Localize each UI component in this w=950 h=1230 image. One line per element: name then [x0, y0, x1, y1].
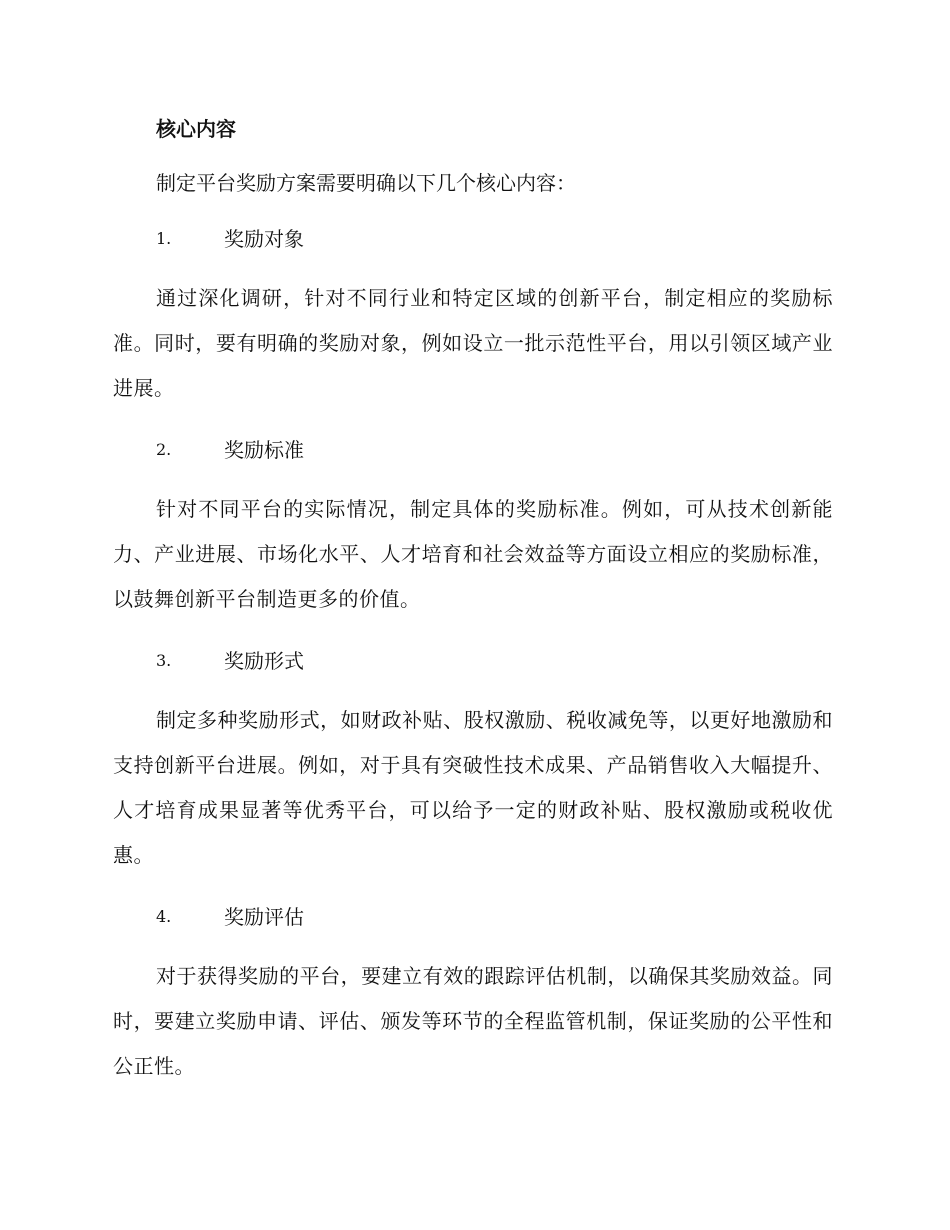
item-title-text: 奖励标准	[224, 438, 304, 462]
document-content	[113, 112, 833, 1089]
section-heading: 核心内容	[156, 117, 236, 141]
item-body-1: 通过深化调研，针对不同行业和特定区域的创新平台，制定相应的奖励标准。同时，要有明确的奖励对象，例如设立一批示范性平台，用以引领区域产业进展。	[113, 286, 833, 400]
intro-paragraph: 制定平台奖励方案需要明确以下几个核心内容：	[156, 171, 576, 195]
item-body-2: 针对不同平台的实际情况，制定具体的奖励标准。例如，可从技术创新能力、产业进展、市场化水平、人才培育和社会效益等方面设立相应的奖励标准，以鼓舞创新平台制造更多的价值。	[113, 497, 833, 611]
item-body-3: 制定多种奖励形式，如财政补贴、股权激励、税收减免等，以更好地激励和支持创新平台进展。例如，对于具有突破性技术成果、产品销售收入大幅提升、人才培育成果显著等优秀平台，可以给予一定的财政补贴、股权激励或税收优惠。	[113, 708, 833, 867]
item-number: 4.	[156, 907, 172, 926]
item-title-4	[156, 900, 833, 934]
item-number: 1.	[156, 229, 172, 248]
item-title-1	[156, 222, 833, 256]
item-title-2	[156, 433, 833, 467]
item-body-4: 对于获得奖励的平台，要建立有效的跟踪评估机制，以确保其奖励效益。同时，要建立奖励申请、评估、颁发等环节的全程监管机制，保证奖励的公平性和公正性。	[113, 964, 833, 1078]
item-title-text: 奖励对象	[224, 227, 304, 251]
item-number: 2.	[156, 440, 172, 459]
item-title-text: 奖励评估	[224, 905, 304, 929]
item-title-3	[156, 644, 833, 678]
item-title-text: 奖励形式	[224, 649, 304, 673]
item-number: 3.	[156, 651, 172, 670]
